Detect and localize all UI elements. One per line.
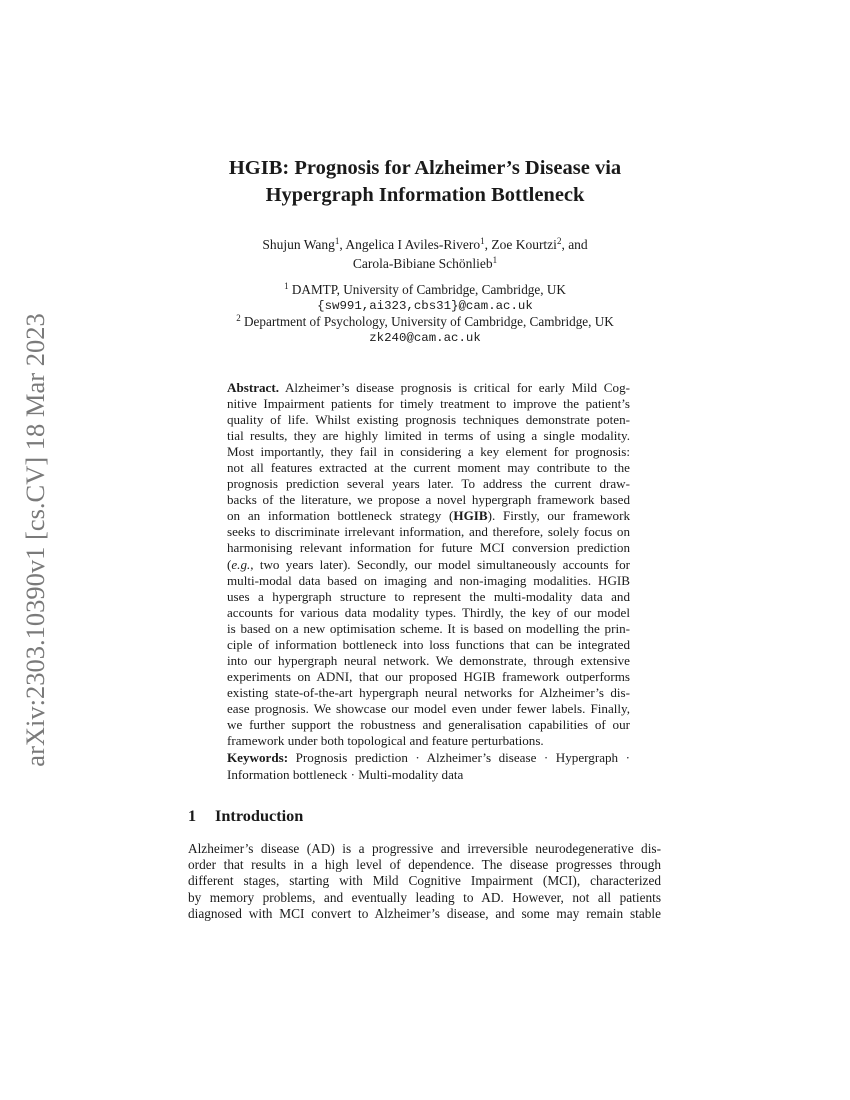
affiliation-email: zk240@cam.ac.uk bbox=[369, 331, 481, 345]
body-line: by memory problems, and eventually leading to AD. However, not all patients bbox=[188, 889, 661, 905]
author-name: , Zoe Kourtzi bbox=[484, 237, 557, 252]
abstract-line: multi-modal data based on imaging and non-imaging modalities. HGIB bbox=[227, 572, 630, 588]
section-number: 1 bbox=[188, 806, 197, 825]
abstract-line: not all features extracted at the current moment may contribute to the bbox=[227, 460, 630, 476]
abstract-line: backs of the literature, we propose a novel hypergraph framework based bbox=[227, 492, 630, 508]
section-heading-introduction bbox=[188, 806, 303, 826]
abstract-line: is based on a new optimisation scheme. It is based on modelling the prin- bbox=[227, 620, 630, 636]
arxiv-identifier-stamp bbox=[8, 290, 58, 790]
abstract bbox=[227, 380, 630, 749]
abstract-line: we further support the robustness and generalisation capabilities of our bbox=[227, 716, 630, 732]
abstract-line: ease prognosis. We showcase our model even under fewer labels. Finally, bbox=[227, 700, 630, 716]
keywords-line: Information bottleneck · Multi-modality data bbox=[227, 766, 464, 782]
author-list bbox=[150, 235, 700, 273]
keywords-label: Keywords: bbox=[227, 750, 289, 765]
arxiv-stamp-text: arXiv:2303.10390v1 [cs.CV] 18 Mar 2023 bbox=[20, 313, 50, 767]
author-name: Shujun Wang bbox=[262, 237, 335, 252]
author-line-2 bbox=[150, 254, 700, 273]
author-affil-mark: 1 bbox=[334, 236, 340, 246]
affiliation-mark: 1 bbox=[284, 281, 289, 291]
abstract-label: Abstract. bbox=[227, 380, 279, 395]
keywords-line: Keywords: Prognosis prediction · Alzheimer’s disease · Hypergraph · bbox=[227, 750, 630, 765]
affiliation-mark: 2 bbox=[236, 313, 241, 323]
abstract-line: nitive Impairment patients for timely treatment to improve the patient’s bbox=[227, 396, 630, 412]
keywords bbox=[227, 750, 630, 783]
author-name: , Angelica I Aviles-Rivero bbox=[339, 237, 481, 252]
body-line: order that results in a high level of dependence. The disease progresses through bbox=[188, 857, 661, 873]
affiliation-2 bbox=[150, 314, 700, 346]
abstract-line: accounts for various data modality types. Thirdly, the key of our model bbox=[227, 604, 630, 620]
body-line: different stages, starting with Mild Cognitive Impairment (MCI), characterized bbox=[188, 873, 661, 889]
author-affil-mark: 1 bbox=[480, 236, 485, 246]
author-name: Carola-Bibiane Schönlieb bbox=[352, 256, 493, 271]
abstract-line: tial results, they are highly limited in terms of using a single modality. bbox=[227, 428, 630, 444]
abstract-line: quality of life. Whilst existing prognosis techniques demonstrate poten- bbox=[227, 412, 630, 428]
abstract-line: into our hypergraph neural network. We demonstrate, through extensive bbox=[227, 652, 630, 668]
body-line: Alzheimer’s disease (AD) is a progressive and irreversible neurodegenerative dis- bbox=[188, 841, 661, 856]
method-acronym: HGIB bbox=[453, 508, 488, 524]
title-line-1: HGIB: Prognosis for Alzheimer’s Disease via bbox=[228, 157, 622, 179]
affiliation-name: Department of Psychology, University of Cambridge, Cambridge, UK bbox=[240, 314, 614, 329]
affiliation-1 bbox=[150, 282, 700, 314]
abstract-line: existing state-of-the-art hypergraph neural networks for Alzheimer’s dis- bbox=[227, 684, 630, 700]
author-separator: , and bbox=[561, 237, 588, 252]
abstract-line: on an information bottleneck strategy (HGIB). Firstly, our framework bbox=[227, 508, 631, 524]
abstract-line: harmonising relevant information for future MCI conversion prediction bbox=[227, 540, 630, 556]
abstract-line: experiments on ADNI, that our proposed HGIB framework outperforms bbox=[227, 668, 630, 684]
emphasis: e.g. bbox=[231, 556, 251, 572]
author-line-1 bbox=[150, 235, 700, 254]
author-affil-mark: 2 bbox=[556, 236, 562, 246]
affiliation-name: DAMTP, University of Cambridge, Cambridge, UK bbox=[288, 282, 566, 297]
abstract-line: uses a hypergraph structure to represent the multi-modality data and bbox=[227, 588, 630, 604]
section-title: Introduction bbox=[215, 806, 304, 825]
abstract-line: prognosis prediction several years later. To address the current draw- bbox=[227, 476, 630, 492]
abstract-line: Most importantly, they fail in considering a key element for prognosis: bbox=[227, 444, 630, 460]
abstract-line: seeks to discriminate irrelevant information, and therefore, solely focus on bbox=[227, 524, 630, 540]
abstract-line: framework under both topological and feature perturbations. bbox=[227, 733, 544, 749]
paper-title bbox=[150, 155, 700, 209]
author-affil-mark: 1 bbox=[492, 255, 498, 265]
title-line-2: Hypergraph Information Bottleneck bbox=[265, 184, 585, 206]
abstract-line: ciple of information bottleneck into loss functions that can be integrated bbox=[227, 636, 630, 652]
body-line: diagnosed with MCI convert to Alzheimer’s disease, and some may remain stable bbox=[188, 905, 661, 921]
introduction-body bbox=[188, 841, 661, 922]
affiliation-email: {sw991,ai323,cbs31}@cam.ac.uk bbox=[317, 299, 533, 313]
abstract-line: Abstract. Alzheimer’s disease prognosis is critical for early Mild Cog- bbox=[227, 380, 630, 395]
abstract-line: (e.g., two years later). Secondly, our model simultaneously accounts for bbox=[227, 556, 630, 572]
